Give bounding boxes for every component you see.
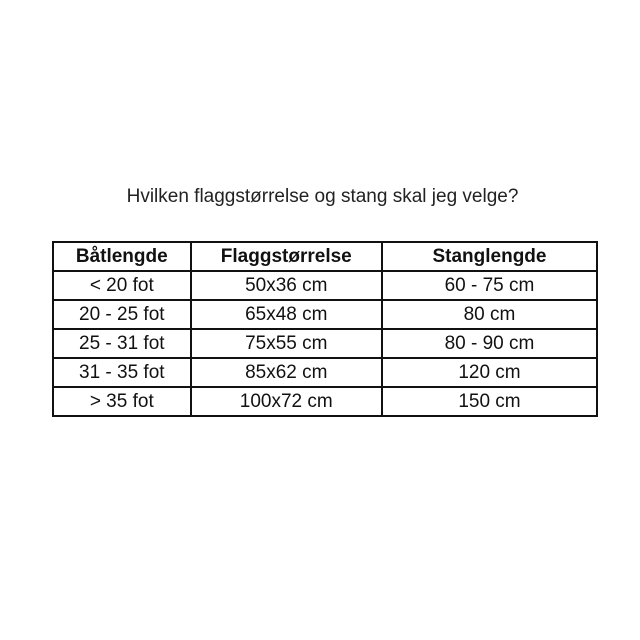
header-boat-length: Båtlengde	[53, 242, 191, 271]
cell-boat-length: 31 - 35 fot	[53, 358, 191, 387]
cell-boat-length: < 20 fot	[53, 271, 191, 300]
cell-boat-length: 20 - 25 fot	[53, 300, 191, 329]
table-row	[53, 329, 597, 358]
table-row	[53, 271, 597, 300]
cell-boat-length: 25 - 31 fot	[53, 329, 191, 358]
page-title: Hvilken flaggstørrelse og stang skal jeg velge?	[126, 186, 519, 207]
cell-pole-length: 60 - 75 cm	[382, 271, 597, 300]
cell-flag-size: 75x55 cm	[191, 329, 382, 358]
header-pole-length: Stanglengde	[382, 242, 597, 271]
cell-flag-size: 100x72 cm	[191, 387, 382, 416]
cell-flag-size: 85x62 cm	[191, 358, 382, 387]
cell-flag-size: 65x48 cm	[191, 300, 382, 329]
header-flag-size: Flaggstørrelse	[191, 242, 382, 271]
table-header-row	[53, 242, 597, 271]
table-row	[53, 300, 597, 329]
flag-size-table	[52, 241, 598, 417]
cell-flag-size: 50x36 cm	[191, 271, 382, 300]
table-row	[53, 358, 597, 387]
cell-boat-length: > 35 fot	[53, 387, 191, 416]
cell-pole-length: 80 cm	[382, 300, 597, 329]
cell-pole-length: 120 cm	[382, 358, 597, 387]
cell-pole-length: 80 - 90 cm	[382, 329, 597, 358]
table-row	[53, 387, 597, 416]
cell-pole-length: 150 cm	[382, 387, 597, 416]
